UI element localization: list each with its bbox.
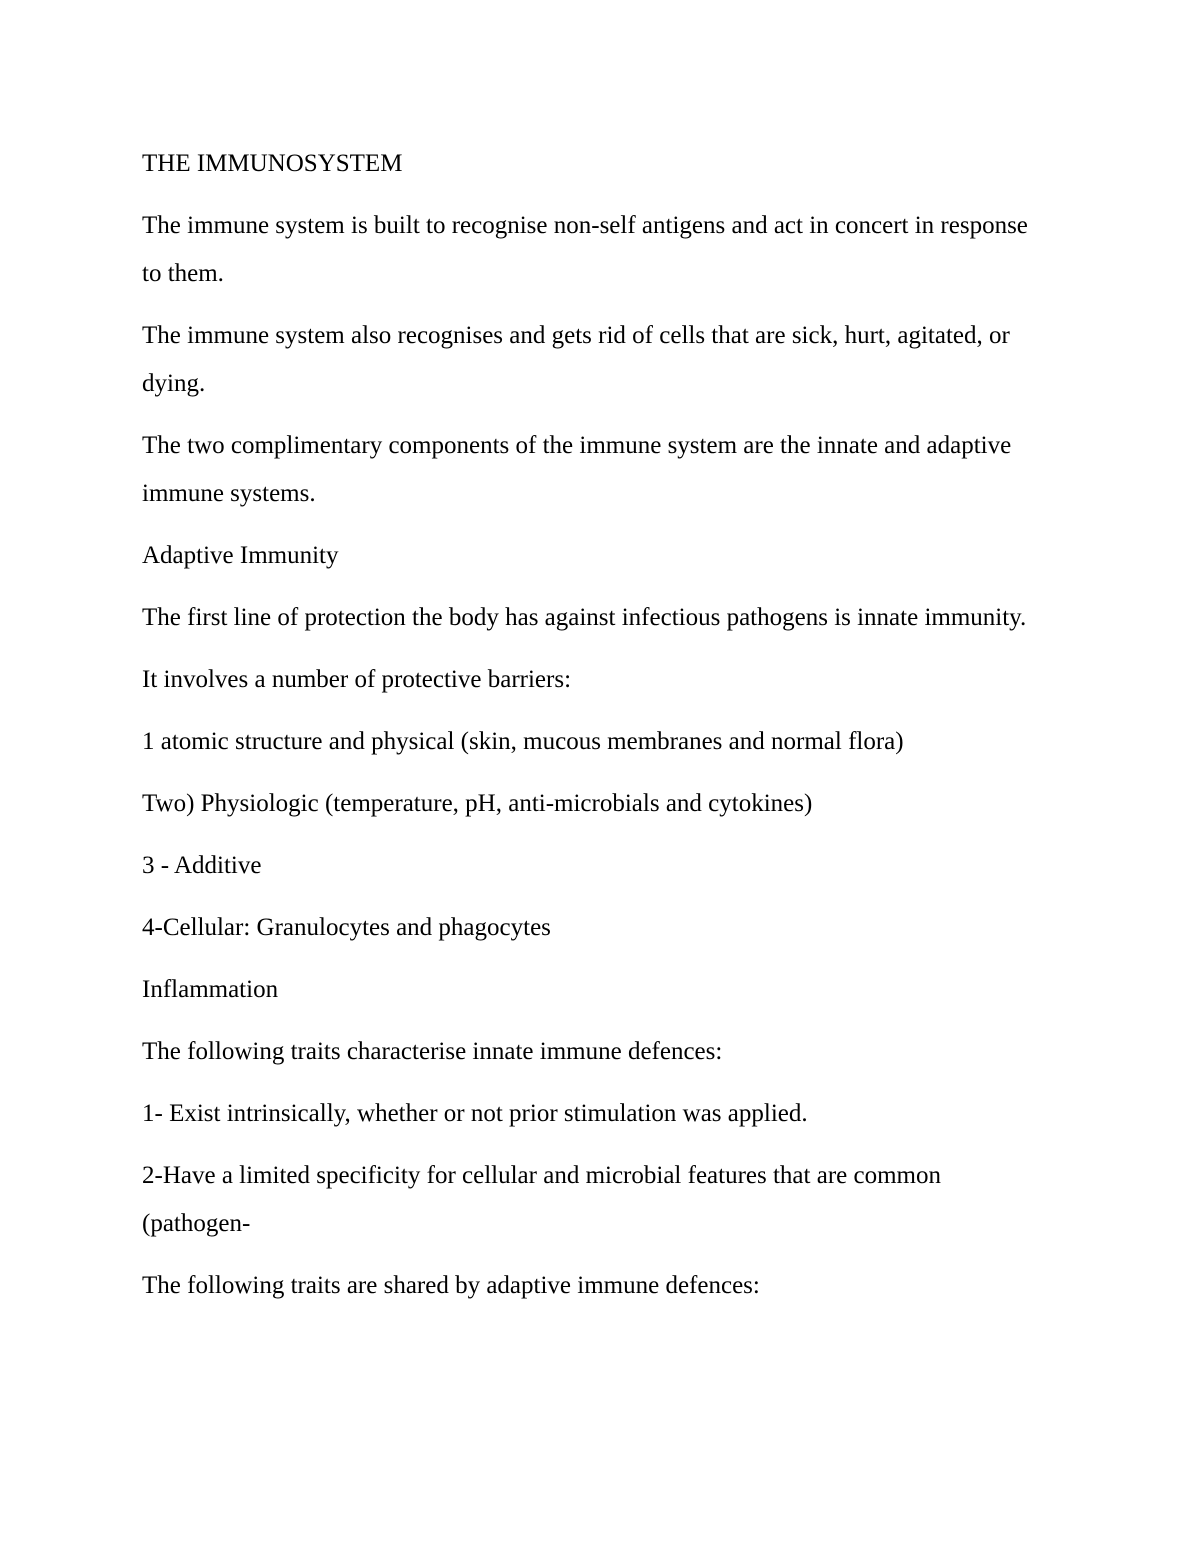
paragraph-first-line: The first line of protection the body has against infectious pathogens is innate immunity.	[142, 604, 1027, 631]
list-item-innate-trait-2: 2-Have a limited specificity for cellular and microbial features that are common (pathogen-	[142, 1162, 941, 1237]
paragraph-components: The two complimentary components of the immune system are the innate and adaptive immune systems.	[142, 432, 1012, 507]
document-title: THE IMMUNOSYSTEM	[142, 150, 403, 177]
document-body	[142, 140, 1042, 1324]
heading-adaptive-immunity: Adaptive Immunity	[142, 542, 339, 569]
list-item-barrier-2: Two) Physiologic (temperature, pH, anti-microbials and cytokines)	[142, 790, 813, 817]
list-item-barrier-4: 4-Cellular: Granulocytes and phagocytes	[142, 914, 551, 941]
paragraph-barriers-intro: It involves a number of protective barriers:	[142, 666, 572, 693]
paragraph-innate-traits-intro: The following traits characterise innate immune defences:	[142, 1038, 723, 1065]
paragraph-immune-recognition: The immune system is built to recognise non-self antigens and act in concert in response to them.	[142, 212, 1028, 287]
list-item-barrier-1: 1 atomic structure and physical (skin, mucous membranes and normal flora)	[142, 728, 904, 755]
list-item-barrier-3: 3 - Additive	[142, 852, 262, 879]
list-item-innate-trait-1: 1- Exist intrinsically, whether or not prior stimulation was applied.	[142, 1100, 808, 1127]
paragraph-adaptive-traits-intro: The following traits are shared by adaptive immune defences:	[142, 1272, 760, 1299]
paragraph-immune-cleanup: The immune system also recognises and gets rid of cells that are sick, hurt, agitated, or dying.	[142, 322, 1010, 397]
heading-inflammation: Inflammation	[142, 976, 279, 1003]
